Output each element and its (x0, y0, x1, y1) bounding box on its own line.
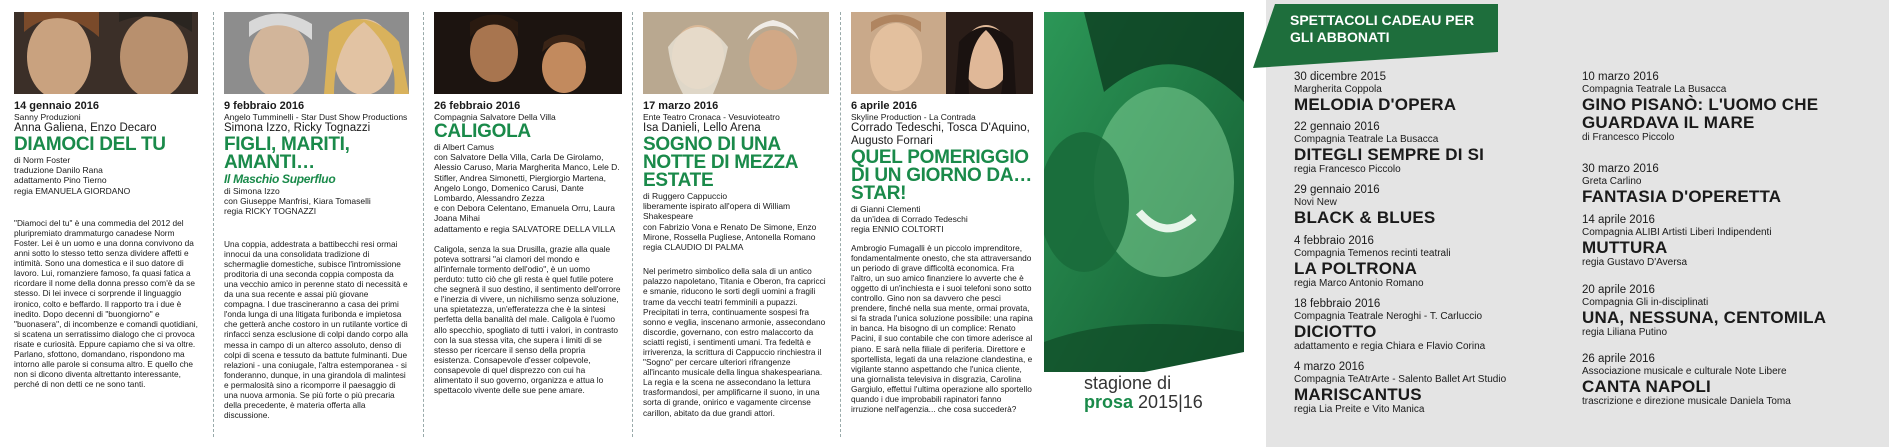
show-credits (851, 204, 1033, 235)
gift-event-title: MELODIA D'OPERA (1294, 95, 1457, 114)
gift-event (1294, 361, 1604, 416)
gift-event-company: Compagnia Teatrale La Busacca (1294, 134, 1439, 145)
show-column-5 (851, 12, 1033, 442)
gift-event-title: GINO PISANÒ: L'UOMO CHE GUARDAVA IL MARE (1582, 95, 1819, 132)
show-date: 14 gennaio 2016 (14, 100, 99, 112)
gift-event-company: Greta Carlino (1582, 176, 1642, 187)
show-photo-image (434, 12, 622, 94)
credit-line: regia ENNIO COLTORTI (851, 224, 944, 235)
gift-event-date: 18 febbraio 2016 (1294, 298, 1381, 310)
gift-event-credit: regia Marco Antonio Romano (1294, 278, 1424, 289)
gift-event-title: MARISCANTUS (1294, 385, 1422, 404)
show-column-4 (643, 12, 829, 442)
show-photo-image (224, 12, 409, 94)
show-title: CALIGOLA (434, 121, 531, 142)
gift-event-title: CANTA NAPOLI (1582, 377, 1711, 396)
show-photo-image (851, 12, 1033, 94)
show-photo (643, 12, 829, 94)
show-column-3 (434, 12, 622, 442)
show-title: DIAMOCI DEL TU (14, 134, 166, 155)
gift-event-company: Margherita Coppola (1294, 84, 1382, 95)
credit-line: di Gianni Clementi (851, 204, 921, 214)
show-date: 6 aprile 2016 (851, 100, 918, 112)
credit-line: adattamento e regia SALVATORE DELLA VILLA (434, 223, 616, 234)
gift-event-date: 4 marzo 2016 (1294, 361, 1365, 373)
show-cast: Simona Izzo, Ricky Tognazzi (224, 122, 371, 134)
show-producer: Ente Teatro Cronaca - Vesuvioteatro (643, 112, 780, 122)
credit-line: adattamento Pino Tierno (14, 175, 107, 186)
credit-line: di Ruggero Cappuccio (643, 191, 728, 201)
gift-event-title: LA POLTRONA (1294, 259, 1418, 278)
gift-event (1582, 71, 1862, 144)
credit-line: di Simona Izzo (224, 186, 280, 196)
gift-event (1294, 298, 1594, 353)
gift-event-company: Compagnia Temenos recinti teatrali (1294, 248, 1451, 259)
credit-line: con Fabrizio Vona e Renato De Simone, Enzo Mirone, Rossella Pugliese, Antonella Romano (643, 221, 817, 242)
gift-event-title: DICIOTTO (1294, 322, 1377, 341)
show-cast: Corrado Tedeschi, Tosca D'Aquino, Augusto Fornari (851, 122, 1030, 147)
show-producer: Compagnia Salvatore Della Villa (434, 112, 556, 122)
gift-event-company: Novi New (1294, 197, 1337, 208)
gift-event-credit: regia Gustavo D'Aversa (1582, 257, 1688, 268)
credit-line: liberamente ispirato all'opera di William Shakespeare (643, 201, 791, 222)
show-description: "Diamoci del tu" è una commedia del 2012 del pluripremiato drammaturgo canadese Norm Foster. Lei è un uomo e una donna convivono da anni sotto lo stesso tetto senza dividere affetti e intimità. Sono una domestica e il suo datore di lavoro. Lui, romanziere famoso, fa quasi fatica a ricordare il nome della donna presso com'è da se stesso. Di lei invece ci sorprende il linguaggio ironico, colto e beffardo. Il rapporto tra i due è inedito. Dopo decenni di "buongiorno" e "buonasera", di incombenze e comandi quotidiani, si scatena un serratissimo dialogo che ci provoca risate e curiosità. Eppure capiamo che si va oltre. Parlano, sfottono, domandano, rispondono ma intorno alle parole si consuma altro. E quello che non si dicono diventa altrettanto interessante, perché di non detti ce ne sono tanti. (14, 217, 198, 390)
show-photo (224, 12, 409, 94)
gift-event (1582, 284, 1872, 339)
gift-event-credit: di Francesco Piccolo (1582, 132, 1675, 143)
show-photo-image (643, 12, 829, 94)
show-producer: Angelo Tumminelli - Star Dust Show Productions (224, 112, 408, 122)
column-divider (632, 12, 633, 437)
gift-event-company: Compagnia TeAtrArte - Salento Ballet Art Studio (1294, 374, 1507, 385)
gift-event-date: 14 aprile 2016 (1582, 214, 1655, 226)
season-stagione: stagione di (1084, 373, 1172, 393)
show-credits (434, 142, 622, 234)
gift-event-date: 10 marzo 2016 (1582, 71, 1659, 83)
hero-photo (1044, 12, 1244, 372)
season-years: 2015|16 (1138, 392, 1203, 412)
column-divider (423, 12, 424, 437)
show-photo-image (14, 12, 198, 94)
gift-banner-title: SPETTACOLI CADEAU PER GLI ABBONATI (1290, 12, 1475, 45)
show-description: Una coppia, addestrata a battibecchi resi ormai innocui da una consolidata tradizione di schermaglie domestiche, subisce l'intromissione proditoria di una seconda coppia composta da una vecchio amico in perenne stato di necessità e da una sua recente e assai più giovane compagna. I due trascineranno a casa dei primi l'onda lunga di una litigata furibonda e impietosa che getterà anche costoro in un rutilante vortice di rinfacci senza esclusione di colpi dando corpo alla messa in campo di un alterco assoluto, denso di colpi di scena e tessuto da battute fulminanti. Due relazioni - una coniugale, l'altra estemporanea - si fonderanno, dunque, in una girandola di malintesi e permalosità sino a ricomporre il paesaggio di una nuova armonia. Se più forte o più precaria della precedente, è materia offerta alla discussione. (224, 238, 409, 421)
season-label (1084, 374, 1203, 412)
show-description: Ambrogio Fumagalli è un piccolo imprenditore, fondamentalmente onesto, che sta attraversando un periodo di grave difficoltà economica. Fra l'altro, un suo amico finanziere lo avverte che è oggetto di un'inchiesta e i suoi telefoni sono sotto controllo. Gino non sa davvero che pesci prendere, finché nella sua mente, ormai provata, si fa strada l'unica soluzione possibile: una rapina in banca. Ha bisogno di un complice: Renato Pacini, il suo contabile che con timore aderisce al piano. E sarà nella filiale di periferia. Direttore e sportellista, legati da una relazione clandestina, e vigilante stanno aspettando che l'unica cliente, una giornalista televisiva in disgrazia, Carolina Gargiulo, effettui l'ultima operazione allo sportello quando i due improbabili rapinatori fanno irruzione nell'agenzia... che cosa succederà? (851, 242, 1033, 415)
gift-event-credit: trascrizione e direzione musicale Daniela Toma (1582, 396, 1791, 407)
gift-event (1294, 121, 1584, 176)
gift-event-title: FANTASIA D'OPERETTA (1582, 187, 1782, 206)
season-prosa-line (1084, 393, 1203, 412)
show-title: FIGLI, MARITI, AMANTI… (224, 134, 350, 173)
gift-event-credit: adattamento e regia Chiara e Flavio Corina (1294, 341, 1486, 352)
show-photo (851, 12, 1033, 94)
gift-event-credit: regia Francesco Piccolo (1294, 164, 1401, 175)
show-description: Nel perimetro simbolico della sala di un antico palazzo napoletano, Titania e Oberon, fra capricci e smanie, riducono le sorti degli uomini a fragili trame da vecchi teatri femminili a pupazzi. Precipitati in terra, continuamente sospesi fra sonno e veglia, inscenano armonie, assecondano discordie, governano, con estro malaccorto da sciatti registi, i sentimenti umani. Tra fedeltà e irriverenza, la scrittura di Cappuccio rinchiestra il "Sogno" per cercare ulteriori rifrangenze all'incanto musicale della lingua shakespeariana. La regia e la scena ne assecondano la lettura trasformandosi, per amplificarne il suono, in una sorta di grande, onirico e vagamente circense carillon, abitato da due grandi attori. (643, 266, 826, 418)
credit-line: di Albert Camus (434, 142, 494, 152)
column-divider (840, 12, 841, 437)
gift-event (1294, 184, 1584, 227)
show-credits (224, 186, 409, 217)
credit-line: con Salvatore Della Villa, Carla De Girolamo, Alessio Caruso, Maria Margherita Manco, Lele D. Stifler, Andrea Simonetti, Piergiorgio Martena, Angelo Longo, Domenico Carusi, Dante Lombardo, Alessandro Zezza (434, 152, 620, 204)
show-photo (434, 12, 622, 94)
credit-line: regia EMANUELA GIORDANO (14, 185, 131, 196)
show-credits (14, 155, 198, 196)
season-hero (1044, 12, 1244, 444)
gift-event-title: BLACK & BLUES (1294, 208, 1436, 227)
gift-event-company: Compagnia ALIBI Artisti Liberi Indipendenti (1582, 227, 1772, 238)
show-subtitle: Il Maschio Superfluo (224, 172, 336, 186)
credit-line: di Norm Foster (14, 155, 71, 165)
credit-line: e con Debora Celentano, Emanuela Orru, Laura Joana Mihai (434, 203, 615, 224)
gift-event-date: 22 gennaio 2016 (1294, 121, 1380, 133)
gift-event-title: UNA, NESSUNA, CENTOMILA (1582, 308, 1827, 327)
gift-event-title: MUTTURA (1582, 238, 1668, 257)
show-column-1 (14, 12, 198, 442)
column-divider (213, 12, 214, 437)
show-description: Caligola, senza la sua Drusilla, grazie alla quale poteva sottrarsi "ai clamori del mondo e all'infernale tormento dell'odio", è un uomo perduto: tutto ciò che gli resta è quel futile potere che segnerà il suo destino, il sentimento dell'orrore e l'inerzia di vivere, un nichilismo senza soluzione, una spietatezza, un'efferatezza che è la sintesi perfetta della banalità del male. Caligola è l'uomo allo specchio, spogliato di tutti i valori, in contrasto con la sua stessa vita, che supera i limiti di se stesso per ricercare il senso della propria esistenza. Consapevole d'esser colpevole, consapevole di quel disprezzo con cui ha alimentato il suo governo, organizza e attua lo spettacolo vivente delle sue pene amare. (434, 243, 621, 396)
gift-event-date: 30 dicembre 2015 (1294, 71, 1387, 83)
gift-event (1294, 71, 1584, 114)
gift-event-title: DITEGLI SEMPRE DI SI (1294, 145, 1485, 164)
show-date: 26 febbraio 2016 (434, 100, 521, 112)
gift-event (1294, 235, 1584, 290)
show-producer: Sanny Produzioni (14, 112, 81, 122)
show-column-2 (224, 12, 409, 442)
season-prosa: prosa (1084, 392, 1134, 412)
show-title: QUEL POMERIGGIO DI UN GIORNO DA… STAR! (851, 147, 1032, 204)
gift-event-date: 29 gennaio 2016 (1294, 184, 1380, 196)
credit-line: regia RICKY TOGNAZZI (224, 206, 317, 217)
gift-event-company: Compagnia Teatrale Neroghi - T. Carluccio (1294, 311, 1483, 322)
gift-event-credit: regia Liliana Putino (1582, 327, 1668, 338)
credit-line: traduzione Danilo Rana (14, 165, 103, 176)
gift-event-date: 26 aprile 2016 (1582, 353, 1655, 365)
show-title: SOGNO DI UNA NOTTE DI MEZZA ESTATE (643, 134, 798, 191)
gift-event-credit: regia Lia Preite e Vito Manica (1294, 404, 1425, 415)
gift-event (1582, 214, 1872, 269)
gift-event (1582, 163, 1862, 206)
show-producer: Skyline Production - La Contrada (851, 112, 976, 122)
show-date: 9 febbraio 2016 (224, 100, 305, 112)
show-date: 17 marzo 2016 (643, 100, 719, 112)
gift-event-company: Compagnia Gli in-disciplinati (1582, 297, 1709, 308)
show-cast: Isa Danieli, Lello Arena (643, 122, 761, 134)
hero-photo-image (1044, 12, 1244, 372)
show-cast: Anna Galiena, Enzo Decaro (14, 122, 157, 134)
gift-event-date: 20 aprile 2016 (1582, 284, 1655, 296)
gift-event-company: Compagnia Teatrale La Busacca (1582, 84, 1727, 95)
credit-line: da un'idea di Corrado Tedeschi (851, 214, 968, 225)
show-photo (14, 12, 198, 94)
credit-line: regia CLAUDIO DI PALMA (643, 242, 744, 253)
gift-event-date: 30 marzo 2016 (1582, 163, 1659, 175)
show-credits (643, 191, 829, 252)
gift-event (1582, 353, 1872, 408)
gift-event-company: Associazione musicale e culturale Note Libere (1582, 366, 1787, 377)
gift-event-date: 4 febbraio 2016 (1294, 235, 1374, 247)
credit-line: con Giuseppe Manfrisi, Kiara Tomaselli (224, 196, 371, 207)
